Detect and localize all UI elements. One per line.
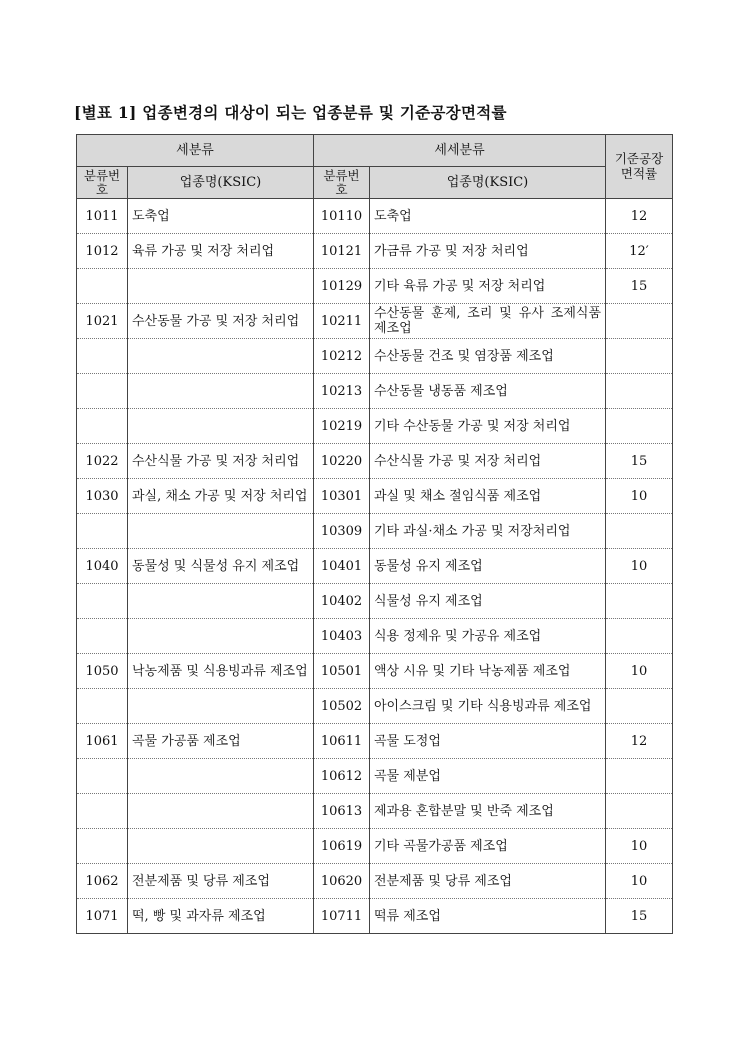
- table-title: [별표 1] 업종변경의 대상이 되는 업종분류 및 기준공장면적률: [74, 103, 507, 122]
- header-code-2: 분류번호: [314, 167, 370, 199]
- table-row: [77, 619, 673, 654]
- subsubclass-code: 10401: [314, 549, 370, 584]
- subsubclass-code: 10129: [314, 269, 370, 304]
- area-rate: [606, 619, 673, 654]
- area-rate: 10: [606, 479, 673, 514]
- subclass-code: 1040: [77, 549, 128, 584]
- table-row: [77, 304, 673, 339]
- subsubclass-name: 기타 과실·채소 가공 및 저장처리업: [370, 514, 606, 549]
- subsubclass-name: 떡류 제조업: [370, 899, 606, 934]
- subclass-name: [128, 829, 314, 864]
- subsubclass-name: 과실 및 채소 절임식품 제조업: [370, 479, 606, 514]
- subsubclass-code: 10612: [314, 759, 370, 794]
- table-row: [77, 479, 673, 514]
- subsubclass-code: 10219: [314, 409, 370, 444]
- subsubclass-name: 가금류 가공 및 저장 처리업: [370, 234, 606, 269]
- subsubclass-name: 액상 시유 및 기타 낙농제품 제조업: [370, 654, 606, 689]
- subsubclass-code: 10619: [314, 829, 370, 864]
- subsubclass-name: 곡물 제분업: [370, 759, 606, 794]
- subclass-code: [77, 269, 128, 304]
- subsubclass-code: 10211: [314, 304, 370, 339]
- area-rate: [606, 514, 673, 549]
- subclass-name: 떡, 빵 및 과자류 제조업: [128, 899, 314, 934]
- header-rate-label: 기준공장면적률: [614, 150, 664, 181]
- area-rate: 10: [606, 549, 673, 584]
- area-rate: 15: [606, 899, 673, 934]
- area-rate: 12: [606, 199, 673, 234]
- subclass-code: [77, 794, 128, 829]
- table-row: [77, 864, 673, 899]
- table-body: [77, 199, 673, 934]
- subclass-code: 1021: [77, 304, 128, 339]
- table-row: [77, 514, 673, 549]
- subsubclass-code: 10620: [314, 864, 370, 899]
- subsubclass-code: 10213: [314, 374, 370, 409]
- subclass-code: 1012: [77, 234, 128, 269]
- table-row: [77, 829, 673, 864]
- industry-table: [76, 134, 673, 934]
- subsubclass-name: 수산동물 냉동품 제조업: [370, 374, 606, 409]
- subsubclass-code: 10403: [314, 619, 370, 654]
- subclass-code: [77, 759, 128, 794]
- table-row: [77, 234, 673, 269]
- subsubclass-name: 아이스크림 및 기타 식용빙과류 제조업: [370, 689, 606, 724]
- subsubclass-name: 식용 정제유 및 가공유 제조업: [370, 619, 606, 654]
- subclass-name: 수산식물 가공 및 저장 처리업: [128, 444, 314, 479]
- subsubclass-code: 10309: [314, 514, 370, 549]
- area-rate: 12: [606, 724, 673, 759]
- subclass-name: 과실, 채소 가공 및 저장 처리업: [128, 479, 314, 514]
- subclass-code: 1022: [77, 444, 128, 479]
- subsubclass-code: 10220: [314, 444, 370, 479]
- area-rate: 15: [606, 269, 673, 304]
- subclass-code: 1030: [77, 479, 128, 514]
- subsubclass-name: 기타 육류 가공 및 저장 처리업: [370, 269, 606, 304]
- subclass-name: [128, 619, 314, 654]
- subsubclass-name: 수산동물 훈제, 조리 및 유사 조제식품 제조업: [370, 304, 606, 339]
- table-row: [77, 374, 673, 409]
- subsubclass-name: 수산식물 가공 및 저장 처리업: [370, 444, 606, 479]
- table-row: [77, 584, 673, 619]
- subclass-name: 전분제품 및 당류 제조업: [128, 864, 314, 899]
- header-name-1: 업종명(KSIC): [128, 167, 314, 199]
- table-row: [77, 794, 673, 829]
- subsubclass-code: 10711: [314, 899, 370, 934]
- subsubclass-code: 10502: [314, 689, 370, 724]
- table-row: [77, 409, 673, 444]
- subclass-name: [128, 584, 314, 619]
- subclass-code: 1050: [77, 654, 128, 689]
- area-rate: [606, 339, 673, 374]
- subsubclass-code: 10611: [314, 724, 370, 759]
- subsubclass-name: 기타 곡물가공품 제조업: [370, 829, 606, 864]
- table-row: [77, 269, 673, 304]
- table-row: [77, 549, 673, 584]
- header-subsubclass: 세세분류: [314, 135, 606, 167]
- subclass-code: [77, 584, 128, 619]
- subclass-code: [77, 409, 128, 444]
- subclass-code: [77, 514, 128, 549]
- header-rate: [606, 135, 673, 199]
- subclass-code: 1061: [77, 724, 128, 759]
- table-row: [77, 444, 673, 479]
- table-row: [77, 899, 673, 934]
- subsubclass-name: 수산동물 건조 및 염장품 제조업: [370, 339, 606, 374]
- subclass-name: 수산동물 가공 및 저장 처리업: [128, 304, 314, 339]
- subsubclass-code: 10301: [314, 479, 370, 514]
- subclass-code: 1071: [77, 899, 128, 934]
- area-rate: [606, 689, 673, 724]
- subclass-name: 육류 가공 및 저장 처리업: [128, 234, 314, 269]
- table-row: [77, 199, 673, 234]
- subclass-code: 1062: [77, 864, 128, 899]
- table-row: [77, 689, 673, 724]
- subsubclass-code: 10121: [314, 234, 370, 269]
- subclass-name: [128, 374, 314, 409]
- table-row: [77, 654, 673, 689]
- area-rate: [606, 759, 673, 794]
- table-row: [77, 339, 673, 374]
- subsubclass-code: 10110: [314, 199, 370, 234]
- area-rate: 10: [606, 829, 673, 864]
- subsubclass-name: 동물성 유지 제조업: [370, 549, 606, 584]
- subsubclass-name: 제과용 혼합분말 및 반죽 제조업: [370, 794, 606, 829]
- subclass-name: [128, 794, 314, 829]
- subclass-code: [77, 689, 128, 724]
- subclass-name: [128, 269, 314, 304]
- subclass-code: 1011: [77, 199, 128, 234]
- header-subclass: 세분류: [77, 135, 314, 167]
- subsubclass-code: 10613: [314, 794, 370, 829]
- subclass-name: 낙농제품 및 식용빙과류 제조업: [128, 654, 314, 689]
- subclass-code: [77, 619, 128, 654]
- subclass-name: 곡물 가공품 제조업: [128, 724, 314, 759]
- area-rate: [606, 409, 673, 444]
- area-rate: 15: [606, 444, 673, 479]
- subclass-name: [128, 514, 314, 549]
- area-rate: [606, 374, 673, 409]
- subclass-code: [77, 339, 128, 374]
- table-row: [77, 759, 673, 794]
- subclass-name: 도축업: [128, 199, 314, 234]
- subclass-name: [128, 759, 314, 794]
- subsubclass-name: 기타 수산동물 가공 및 저장 처리업: [370, 409, 606, 444]
- area-rate: 10: [606, 864, 673, 899]
- header-name-2: 업종명(KSIC): [370, 167, 606, 199]
- subsubclass-code: 10402: [314, 584, 370, 619]
- subclass-name: [128, 409, 314, 444]
- area-rate: [606, 304, 673, 339]
- area-rate: [606, 584, 673, 619]
- subclass-code: [77, 374, 128, 409]
- table-row: [77, 724, 673, 759]
- header-code-1: 분류번호: [77, 167, 128, 199]
- subclass-name: [128, 339, 314, 374]
- subsubclass-name: 식물성 유지 제조업: [370, 584, 606, 619]
- area-rate: 12′: [606, 234, 673, 269]
- subclass-code: [77, 829, 128, 864]
- area-rate: 10: [606, 654, 673, 689]
- subclass-name: [128, 689, 314, 724]
- subsubclass-name: 도축업: [370, 199, 606, 234]
- subsubclass-name: 곡물 도정업: [370, 724, 606, 759]
- area-rate: [606, 794, 673, 829]
- subsubclass-code: 10212: [314, 339, 370, 374]
- subsubclass-name: 전분제품 및 당류 제조업: [370, 864, 606, 899]
- subclass-name: 동물성 및 식물성 유지 제조업: [128, 549, 314, 584]
- subsubclass-code: 10501: [314, 654, 370, 689]
